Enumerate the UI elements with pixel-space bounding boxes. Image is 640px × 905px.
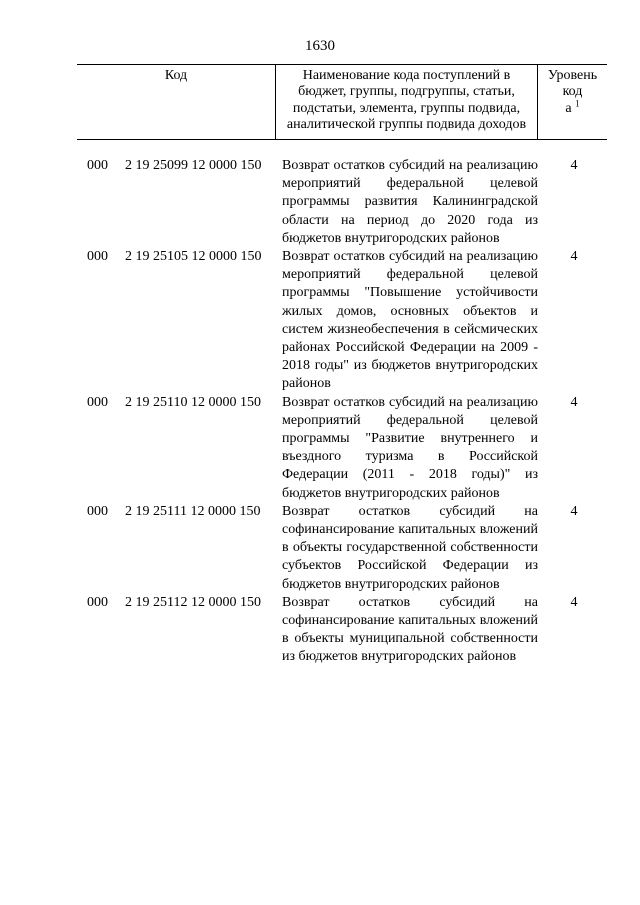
admin-code: 000 [87,503,108,519]
table-row [0,594,640,667]
table-row [0,248,640,394]
admin-code: 000 [87,249,108,265]
income-name: Возврат остатков субсидий на софинансирование капитальных вложений в объекты муниципальной собственности из бюджетов внутригородских районов [282,594,538,665]
income-code: 2 19 25105 12 0000 150 [125,249,262,265]
income-name: Возврат остатков субсидий на реализацию мероприятий федеральной целевой программы "Развитие внутреннего и въездного туризма в Российской Федерации (2011 - 2018 годы)" из бюджетов внутригородских районов [282,394,538,501]
header-name: Наименование кода поступлений в бюджет, группы, подгруппы, статьи, подстатьи, элемента, группы подвида, аналитической группы подвида доходов [276,65,538,139]
admin-code: 000 [87,158,108,173]
table-row [0,157,640,248]
table-row [0,503,640,594]
table-row [0,394,640,503]
income-code: 2 19 25111 12 0000 150 [125,503,261,519]
level-value: 4 [570,594,578,610]
table-body [0,157,640,667]
income-code: 2 19 25110 12 0000 150 [125,394,261,410]
income-name: Возврат остатков субсидий на софинансирование капитальных вложений в объекты государственной собственности субъектов Российской Федерации из бюджетов внутригородских районов [282,503,538,592]
income-code: 2 19 25099 12 0000 150 [125,158,262,173]
income-name: Возврат остатков субсидий на реализацию мероприятий федеральной целевой программы развития Калининградской области на период до 2020 года из бюджетов внутригородских районов [282,158,538,246]
level-value: 4 [570,158,578,173]
admin-code: 000 [87,594,108,610]
header-level [538,65,607,139]
page-number: 1630 [305,38,335,54]
income-code: 2 19 25112 12 0000 150 [125,594,261,610]
income-name: Возврат остатков субсидий на реализацию мероприятий федеральной целевой программы "Повышение устойчивости жилых домов, основных объектов и систем жизнеобеспечения в сейсмических районах Российской Федерации на 2009 - 2018 годы" из бюджетов внутригородских районов [282,249,538,392]
header-code: Код [77,65,276,139]
header-level-label: Уровень код [547,68,598,100]
admin-code: 000 [87,394,108,410]
level-value: 4 [570,394,578,410]
footnote-mark: 1 [575,98,580,109]
header-level-suffix: а [565,100,572,116]
table-header [77,64,607,140]
level-value: 4 [570,503,578,519]
level-value: 4 [570,249,578,265]
